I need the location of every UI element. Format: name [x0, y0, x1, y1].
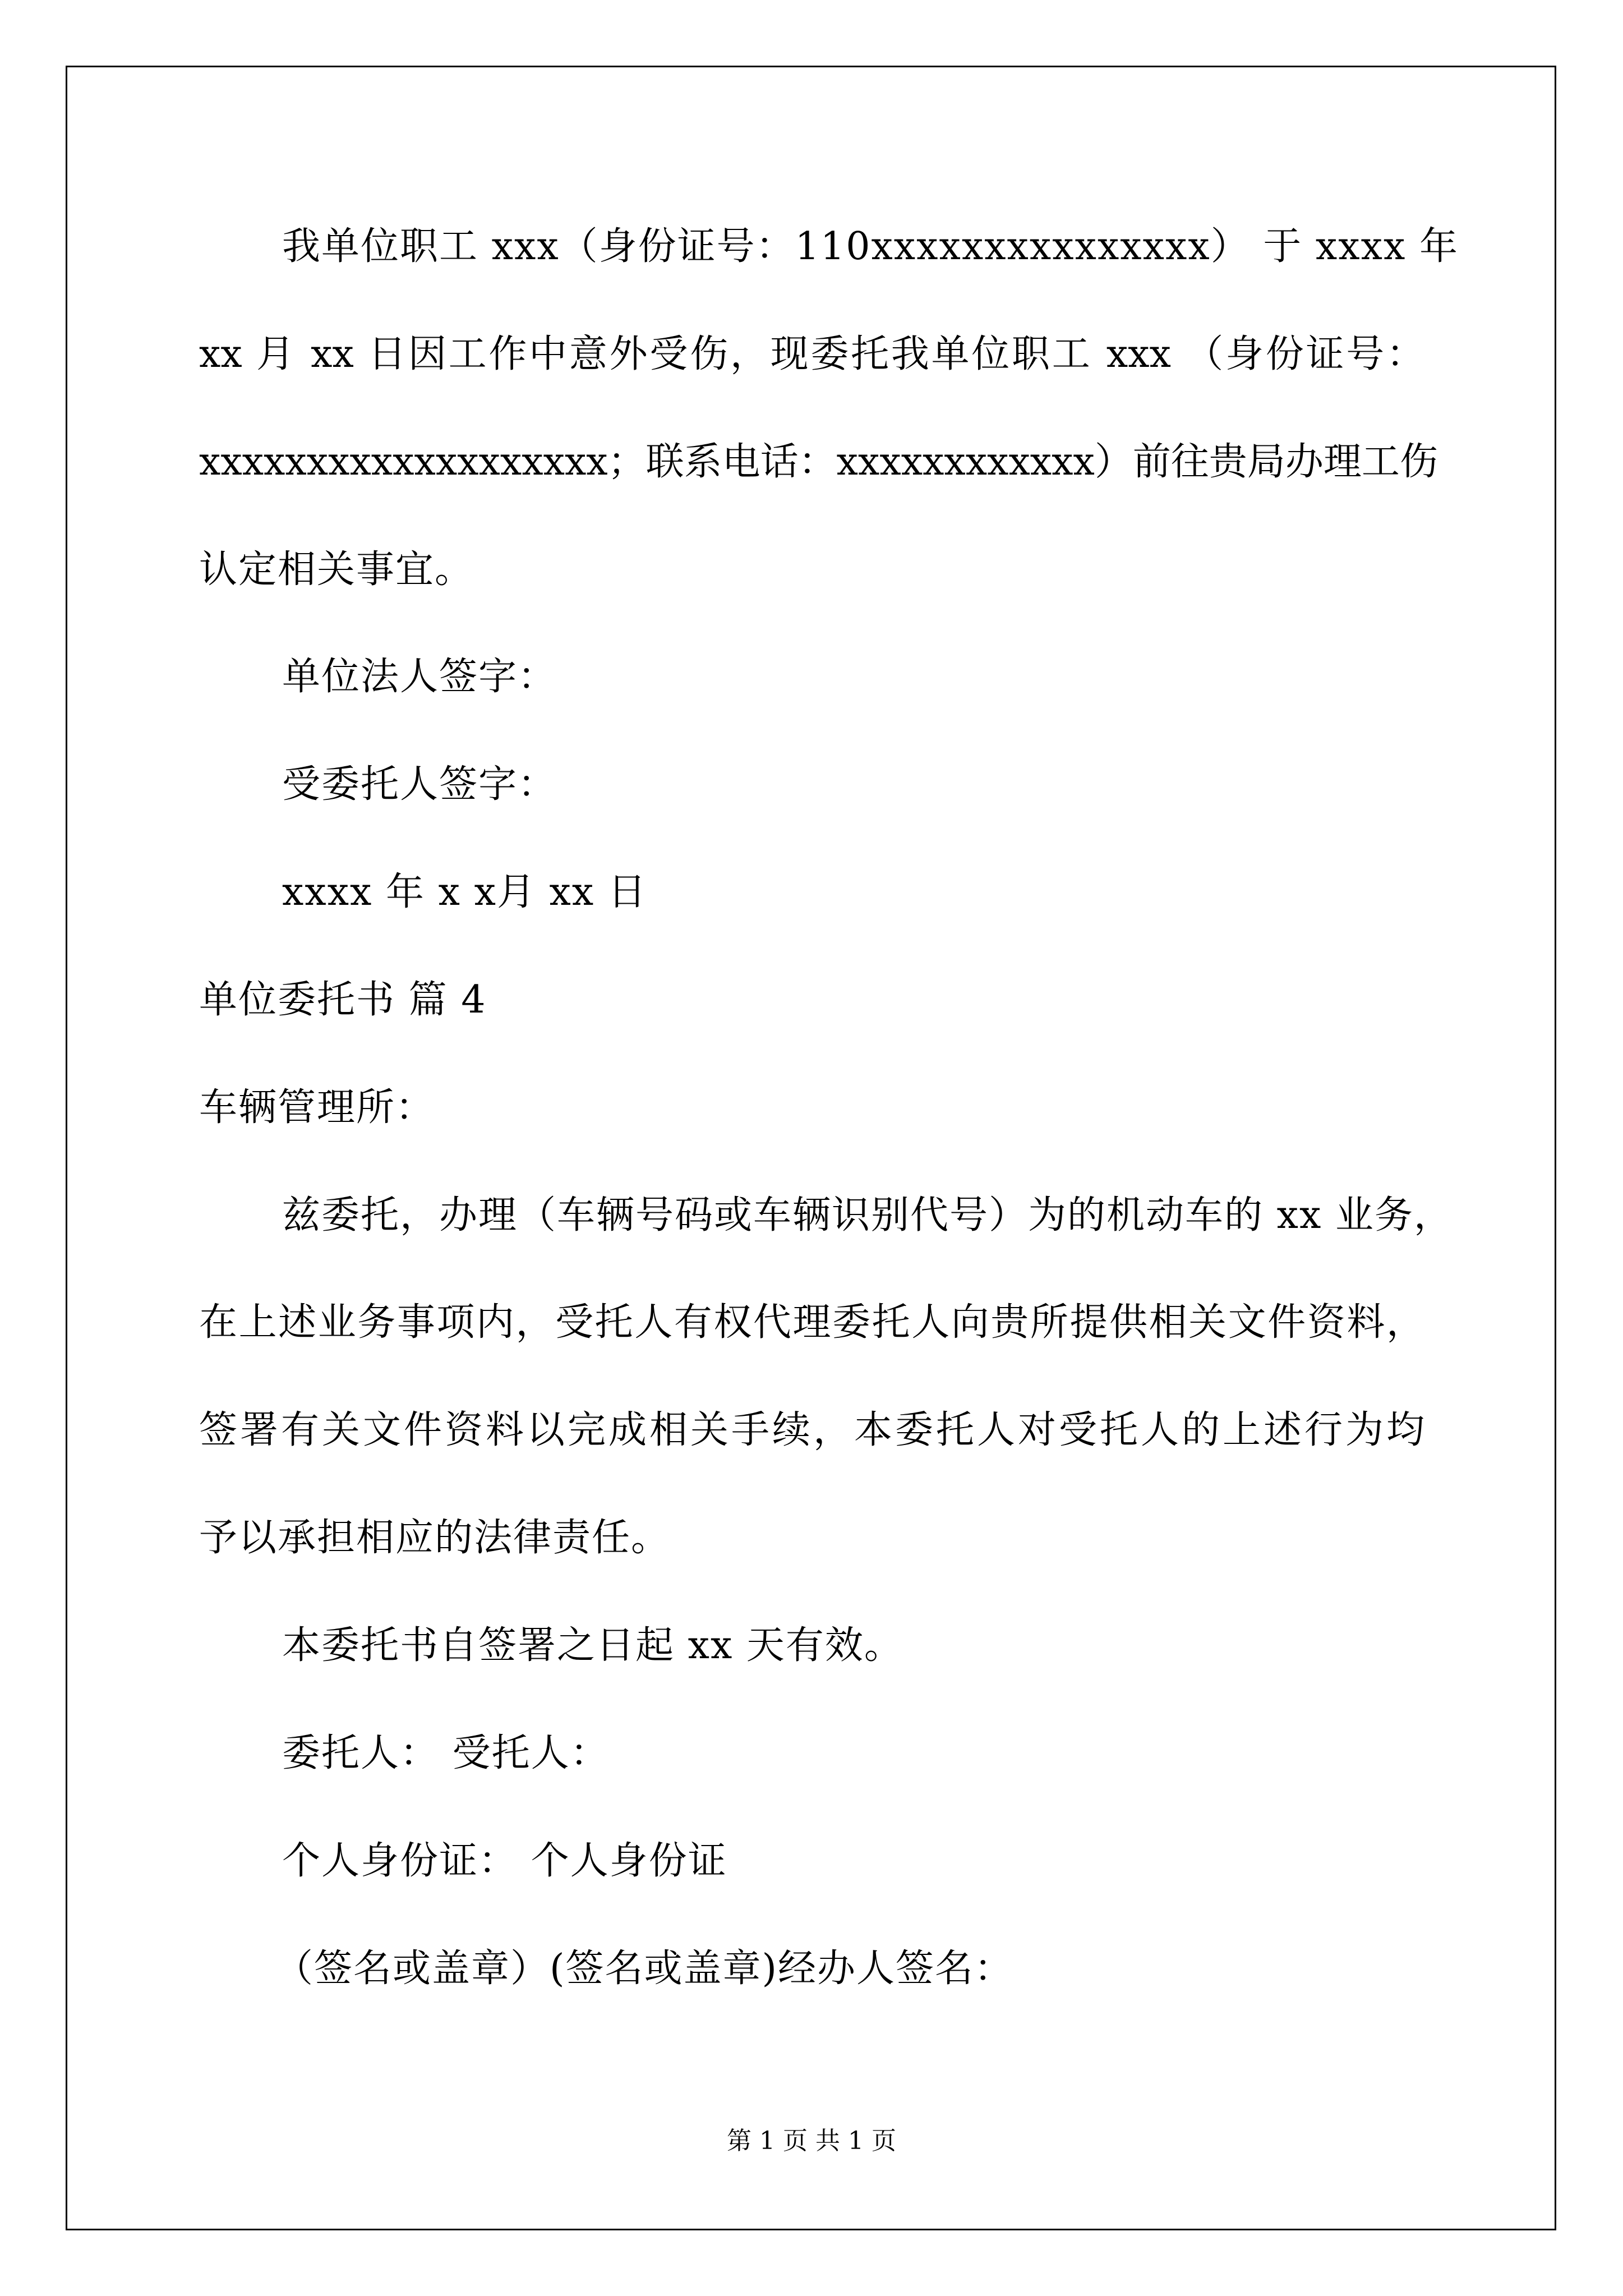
- section-heading: 单位委托书 篇 4: [199, 978, 487, 1022]
- parties-line: 委托人： 受托人：: [282, 1731, 610, 1775]
- validity-statement: 本委托书自签署之日起 xx 天有效。: [282, 1623, 903, 1668]
- paragraph1-line-1: 我单位职工 xxx（身份证号：110xxxxxxxxxxxxxxx） 于 xxxx 年: [282, 224, 1459, 269]
- id-card-line: 个人身份证： 个人身份证: [282, 1839, 727, 1883]
- paragraph2-line-3: 签署有关文件资料以完成相关手续，本委托人对受托人的上述行为均: [199, 1408, 1424, 1452]
- page-border: [66, 66, 1556, 2230]
- page-footer: 第 1 页 共 1 页: [727, 2127, 896, 2155]
- paragraph1-line-2: xx 月 xx 日因工作中意外受伤，现委托我单位职工 xxx （身份证号：: [199, 332, 1424, 376]
- legal-rep-signature-label: 单位法人签字：: [282, 655, 557, 699]
- trustee-signature-label: 受委托人签字：: [282, 762, 557, 807]
- addressee: 车辆管理所：: [199, 1085, 435, 1130]
- date-line: xxxx 年 x x月 xx 日: [282, 870, 647, 914]
- signature-line: （签名或盖章）(签名或盖章)经办人签名：: [275, 1947, 1014, 1991]
- paragraph2-line-4: 予以承担相应的法律责任。: [199, 1516, 671, 1560]
- paragraph2-line-1: 兹委托，办理（车辆号码或车辆识别代号）为的机动车的 xx 业务，: [282, 1193, 1453, 1237]
- paragraph2-line-2: 在上述业务事项内，受托人有权代理委托人向贵所提供相关文件资料，: [199, 1300, 1424, 1345]
- paragraph1-line-4: 认定相关事宜。: [199, 547, 474, 592]
- paragraph1-line-3: xxxxxxxxxxxxxxxxxxx；联系电话：xxxxxxxxxxxx）前往贵局办理工伤: [199, 440, 1438, 484]
